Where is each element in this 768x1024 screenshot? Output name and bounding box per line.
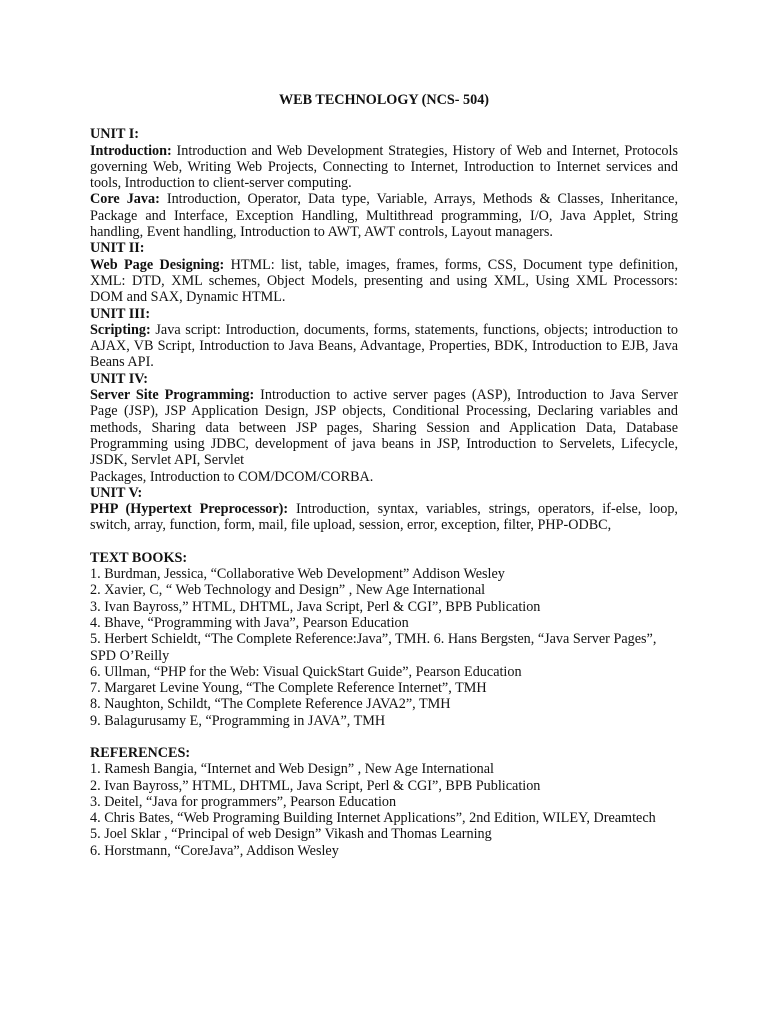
unit-4-heading: UNIT IV: [90, 370, 148, 387]
topic-label: Core Java: [90, 191, 160, 208]
list-item: 5. Joel Sklar , “Principal of web Design” Vikash and Thomas Learning [90, 826, 492, 843]
list-item: 8. Naughton, Schildt, “The Complete Reference JAVA2”, TMH [90, 696, 451, 713]
list-item: 2. Ivan Bayross,” HTML, DHTML, Java Script, Perl & CGI”, BPB Publication [90, 777, 541, 794]
list-item: 2. Xavier, C, “ Web Technology and Design” , New Age International [90, 582, 486, 599]
list-item: 6. Ullman, “PHP for the Web: Visual QuickStart Guide”, Pearson Education [90, 663, 522, 680]
document-title: WEB TECHNOLOGY (NCS- 504) [278, 92, 490, 108]
text-books-list [90, 566, 678, 729]
unit-4-topic-server-site-programming [90, 387, 678, 468]
references-heading: REFERENCES: [90, 744, 191, 761]
unit-5-topic-php [90, 501, 678, 534]
list-item: 3. Deitel, “Java for programmers”, Pearson Education [90, 793, 397, 810]
list-item: 3. Ivan Bayross,” HTML, DHTML, Java Script, Perl & CGI”, BPB Publication [90, 598, 541, 615]
list-item: SPD O’Reilly [90, 647, 170, 664]
references-list [90, 761, 678, 859]
topic-label: Web Page Designing: [90, 256, 225, 273]
text-books-heading: TEXT BOOKS: [90, 549, 188, 566]
unit-5-heading: UNIT V: [90, 484, 143, 501]
topic-label: PHP (Hypertext Preprocessor): [90, 501, 289, 518]
list-item: 9. Balagurusamy E, “Programming in JAVA”, TMH [90, 712, 386, 729]
topic-label: Scripting: [90, 321, 151, 338]
topic-text: Introduction, syntax, variables, strings, operators, if-else, loop, switch, array, function, form, mail, file upload, session, error, exception, filter, PHP-ODBC, [90, 501, 678, 534]
unit-3-heading: UNIT III: [90, 305, 151, 322]
list-item: 1. Ramesh Bangia, “Internet and Web Design” , New Age International [90, 761, 494, 778]
list-item: 7. Margaret Levine Young, “The Complete Reference Internet”, TMH [90, 680, 487, 697]
syllabus-page [90, 92, 678, 859]
unit-1-topic-core-java [90, 191, 678, 240]
topic-text: Packages, Introduction to COM/DCOM/CORBA. [90, 468, 374, 485]
topic-label: Server Site Programming: [90, 387, 255, 404]
topic-text: HTML: list, table, images, frames, forms, CSS, Document type definition, XML: DTD, XML schemes, Object Models, presenting and using XML, Using XML Processors: DOM and SAX, Dynamic HTML. [90, 256, 678, 306]
list-item: 1. Burdman, Jessica, “Collaborative Web Development” Addison Wesley [90, 566, 505, 583]
unit-1-topic-introduction [90, 143, 678, 192]
unit-4-topic-packages [90, 469, 678, 485]
unit-2-topic-web-page-designing [90, 257, 678, 306]
topic-text: Introduction to active server pages (ASP), Introduction to Java Server Page (JSP), JSP Application Design, JSP objects, Conditional Processing, Declaring variables and methods, Sharing data between JSP pages, Sharing Session and Application Data, Database Programming using JDBC, development of java beans in JSP, Introduction to Servelets, Lifecycle, JSDK, Servlet API, Servlet [90, 387, 678, 469]
topic-text: Introduction, Operator, Data type, Variable, Arrays, Methods & Classes, Inheritance, Package and Interface, Exception Handling, Multithread programming, I/O, Java Applet, String handling, Event handling, Introduction to AWT, AWT controls, Layout managers. [90, 191, 678, 241]
list-item: 6. Horstmann, “CoreJava”, Addison Wesley [90, 842, 339, 859]
list-item: 5. Herbert Schieldt, “The Complete Reference:Java”, TMH. 6. Hans Bergsten, “Java Server Pages”, [90, 631, 657, 648]
topic-label: Introduction: [90, 142, 172, 159]
topic-text: Introduction and Web Development Strategies, History of Web and Internet, Protocols governing Web, Writing Web Projects, Connecting to Internet, Introduction to Internet services and tools, Introduction to client-server computing. [90, 142, 678, 192]
list-item: 4. Bhave, “Programming with Java”, Pearson Education [90, 614, 409, 631]
topic-text: Java script: Introduction, documents, forms, statements, functions, objects; introduction to AJAX, VB Script, Introduction to Java Beans, Advantage, Properties, BDK, Introduction to EJB, Java Beans API. [90, 321, 678, 371]
unit-2-heading: UNIT II: [90, 240, 145, 257]
list-item: 4. Chris Bates, “Web Programing Building Internet Applications”, 2nd Edition, WILEY, Dreamtech [90, 810, 656, 827]
unit-3-topic-scripting [90, 322, 678, 371]
unit-1-heading: UNIT I: [90, 126, 140, 143]
